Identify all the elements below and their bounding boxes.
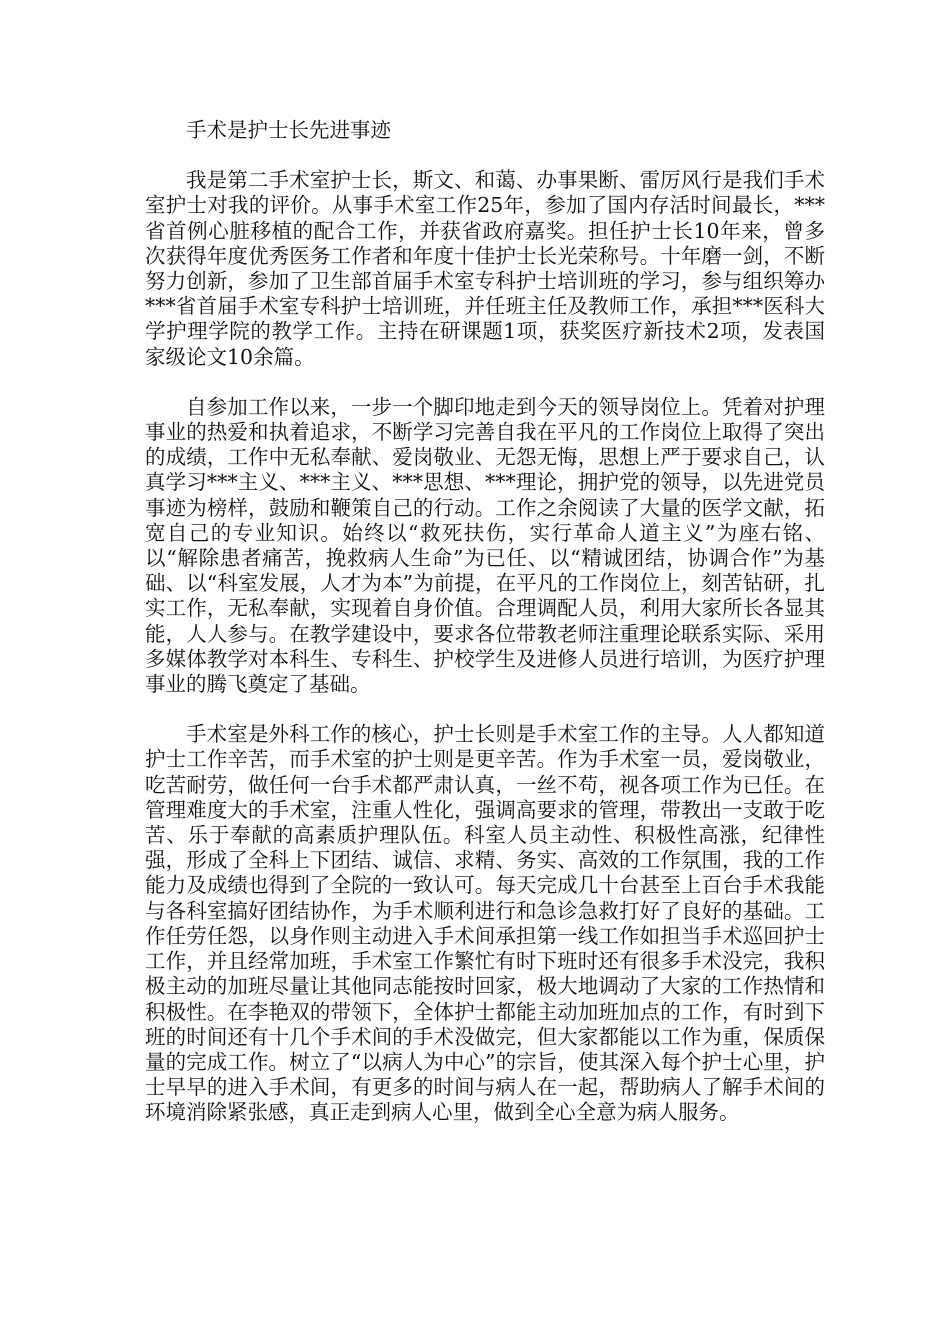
paragraph-2: 自参加工作以来，一步一个脚印地走到今天的领导岗位上。凭着对护理事业的热爱和执着追求，不断学习完善自我在平凡的工作岗位上取得了突出的成绩，工作中无私奉献、爱岗敬业、无怨无悔，思想上严于要求自己，认真学习***主义、***主义、***思想、***理论，拥护党的领导，以先进党员事迹为榜样，鼓励和鞭策自己的行动。工作之余阅读了大量的医学文献，拓宽自己的专业知识。始终以“救死扶伤，实行革命人道主义”为座右铭、以“解除患者痛苦，挽救病人生命”为已任、以“精诚团结，协调合作”为基础、以“科室发展，人才为本”为前提，在平凡的工作岗位上，刻苦钻研，扎实工作，无私奉献，实现着自身价值。合理调配人员，利用大家所长各显其能，人人参与。在教学建设中，要求各位带教老师注重理论联系实际、采用多媒体教学对本科生、专科生、护校学生及进修人员进行培训，为医疗护理事业的腾飞奠定了基础。 xyxy=(145,394,825,697)
paragraph-3: 手术室是外科工作的核心，护士长则是手术室工作的主导。人人都知道护士工作辛苦，而手术室的护士则是更辛苦。作为手术室一员，爱岗敬业，吃苦耐劳，做任何一台手术都严肃认真，一丝不苟，视各项工作为已任。在管理难度大的手术室，注重人性化，强调高要求的管理，带教出一支敢于吃苦、乐于奉献的高素质护理队伍。科室人员主动性、积极性高涨，纪律性强，形成了全科上下团结、诚信、求精、务实、高效的工作氛围，我的工作能力及成绩也得到了全院的一致认可。每天完成几十台甚至上百台手术我能与各科室搞好团结协作，为手术顺利进行和急诊急救打好了良好的基础。工作任劳任怨，以身作则主动进入手术间承担第一线工作如担当手术巡回护士工作，并且经常加班，手术室工作繁忙有时下班时还有很多手术没完，我积极主动的加班尽量让其他同志能按时回家，极大地调动了大家的工作热情和积极性。在李艳双的带领下，全体护士都能主动加班加点的工作，有时到下班的时间还有十几个手术间的手术没做完，但大家都能以工作为重，保质保量的完成工作。树立了“以病人为中心”的宗旨，使其深入每个护士心里，护士早早的进入手术间，有更多的时间与病人在一起，帮助病人了解手术间的环境消除紧张感，真正走到病人心里，做到全心全意为病人服务。 xyxy=(145,722,825,1125)
document-title: 手术是护士长先进事迹 xyxy=(186,118,391,142)
paragraph-1: 我是第二手术室护士长，斯文、和蔼、办事果断、雷厉风行是我们手术室护士对我的评价。从事手术室工作25年，参加了国内存活时间最长，***省首例心脏移植的配合工作，并获省政府嘉奖。担任护士长10年来，曾多次获得年度优秀医务工作者和年度十佳护士长光荣称号。十年磨一剑，不断努力创新，参加了卫生部首届手术室专科护士培训班的学习，参与组织筹办***省首届手术室专科护士培训班，并任班主任及教师工作，承担***医科大学护理学院的教学工作。主持在研课题1项，获奖医疗新技术2项，发表国家级论文10余篇。 xyxy=(145,168,825,369)
document-body xyxy=(145,118,825,1151)
